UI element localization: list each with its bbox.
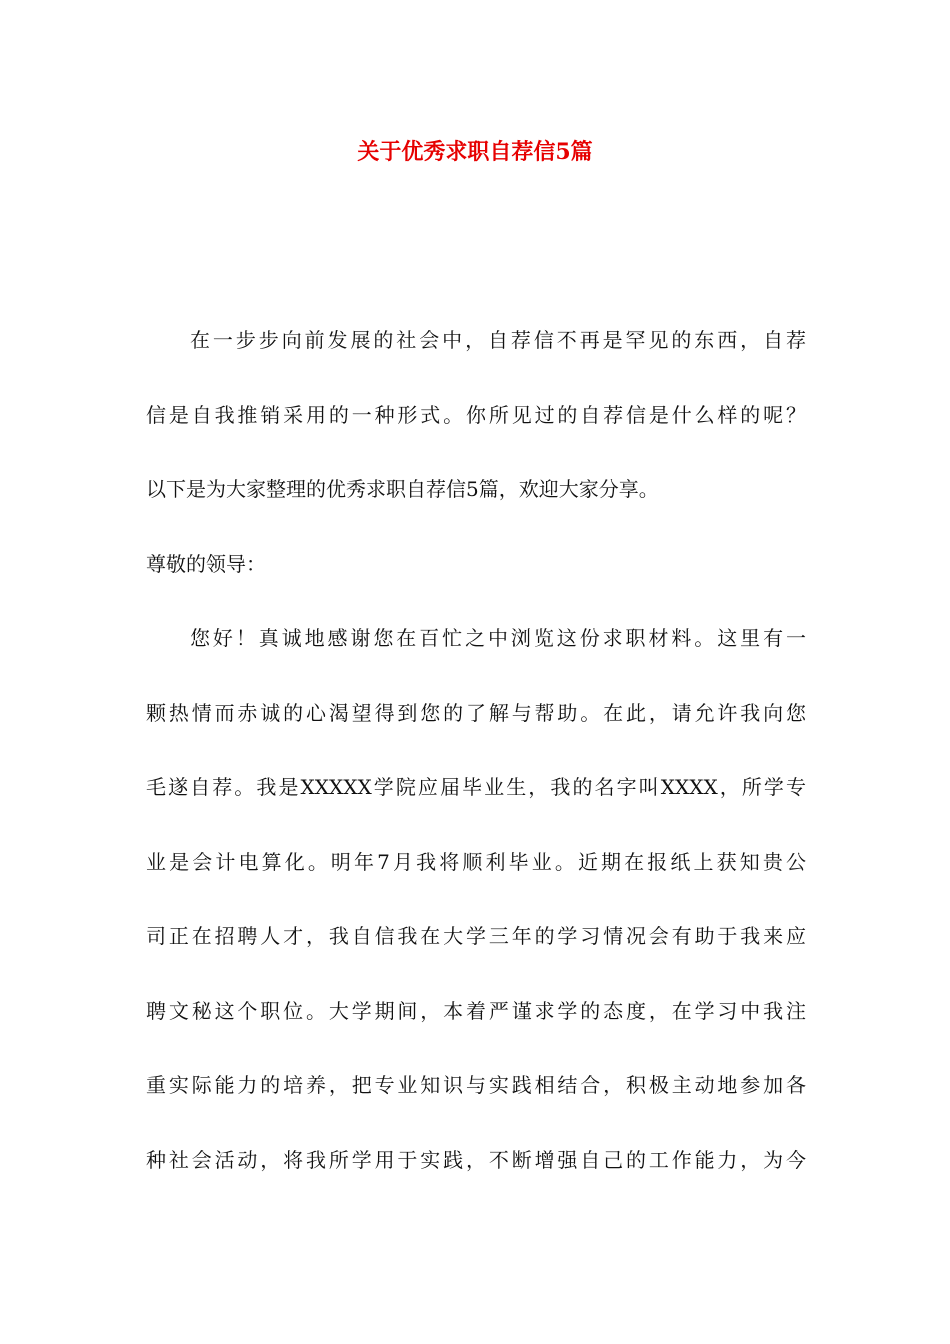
body-line-5: 您好！真诚地感谢您在百忙之中浏览这份求职材料。这里有一 [190, 626, 806, 650]
body-line-11: 重实际能力的培养，把专业知识与实践相结合，积极主动地参加各 [146, 1073, 806, 1097]
body-line-7: 毛遂自荐。我是XXXXX学院应届毕业生，我的名字叫XXXX，所学专 [146, 775, 806, 799]
body-line-6: 颗热情而赤诚的心渴望得到您的了解与帮助。在此，请允许我向您 [146, 700, 806, 725]
salutation-line: 尊敬的领导： [146, 551, 266, 576]
body-line-9: 司正在招聘人才，我自信我在大学三年的学习情况会有助于我来应 [146, 924, 806, 948]
body-line-10: 聘文秘这个职位。大学期间，本着严谨求学的态度，在学习中我注 [146, 998, 806, 1023]
document-title: 关于优秀求职自荐信5篇 [357, 139, 593, 165]
body-line-2: 信是自我推销采用的一种形式。你所见过的自荐信是什么样的呢？ [146, 402, 806, 427]
body-line-3: 以下是为大家整理的优秀求职自荐信5篇，欢迎大家分享。 [146, 477, 659, 501]
document-body [146, 322, 806, 1216]
body-line-12: 种社会活动，将我所学用于实践，不断增强自己的工作能力，为今 [146, 1147, 806, 1172]
body-line-1: 在一步步向前发展的社会中，自荐信不再是罕见的东西，自荐 [190, 328, 806, 352]
body-line-8: 业是会计电算化。明年7月我将顺利毕业。近期在报纸上获知贵公 [146, 849, 806, 874]
